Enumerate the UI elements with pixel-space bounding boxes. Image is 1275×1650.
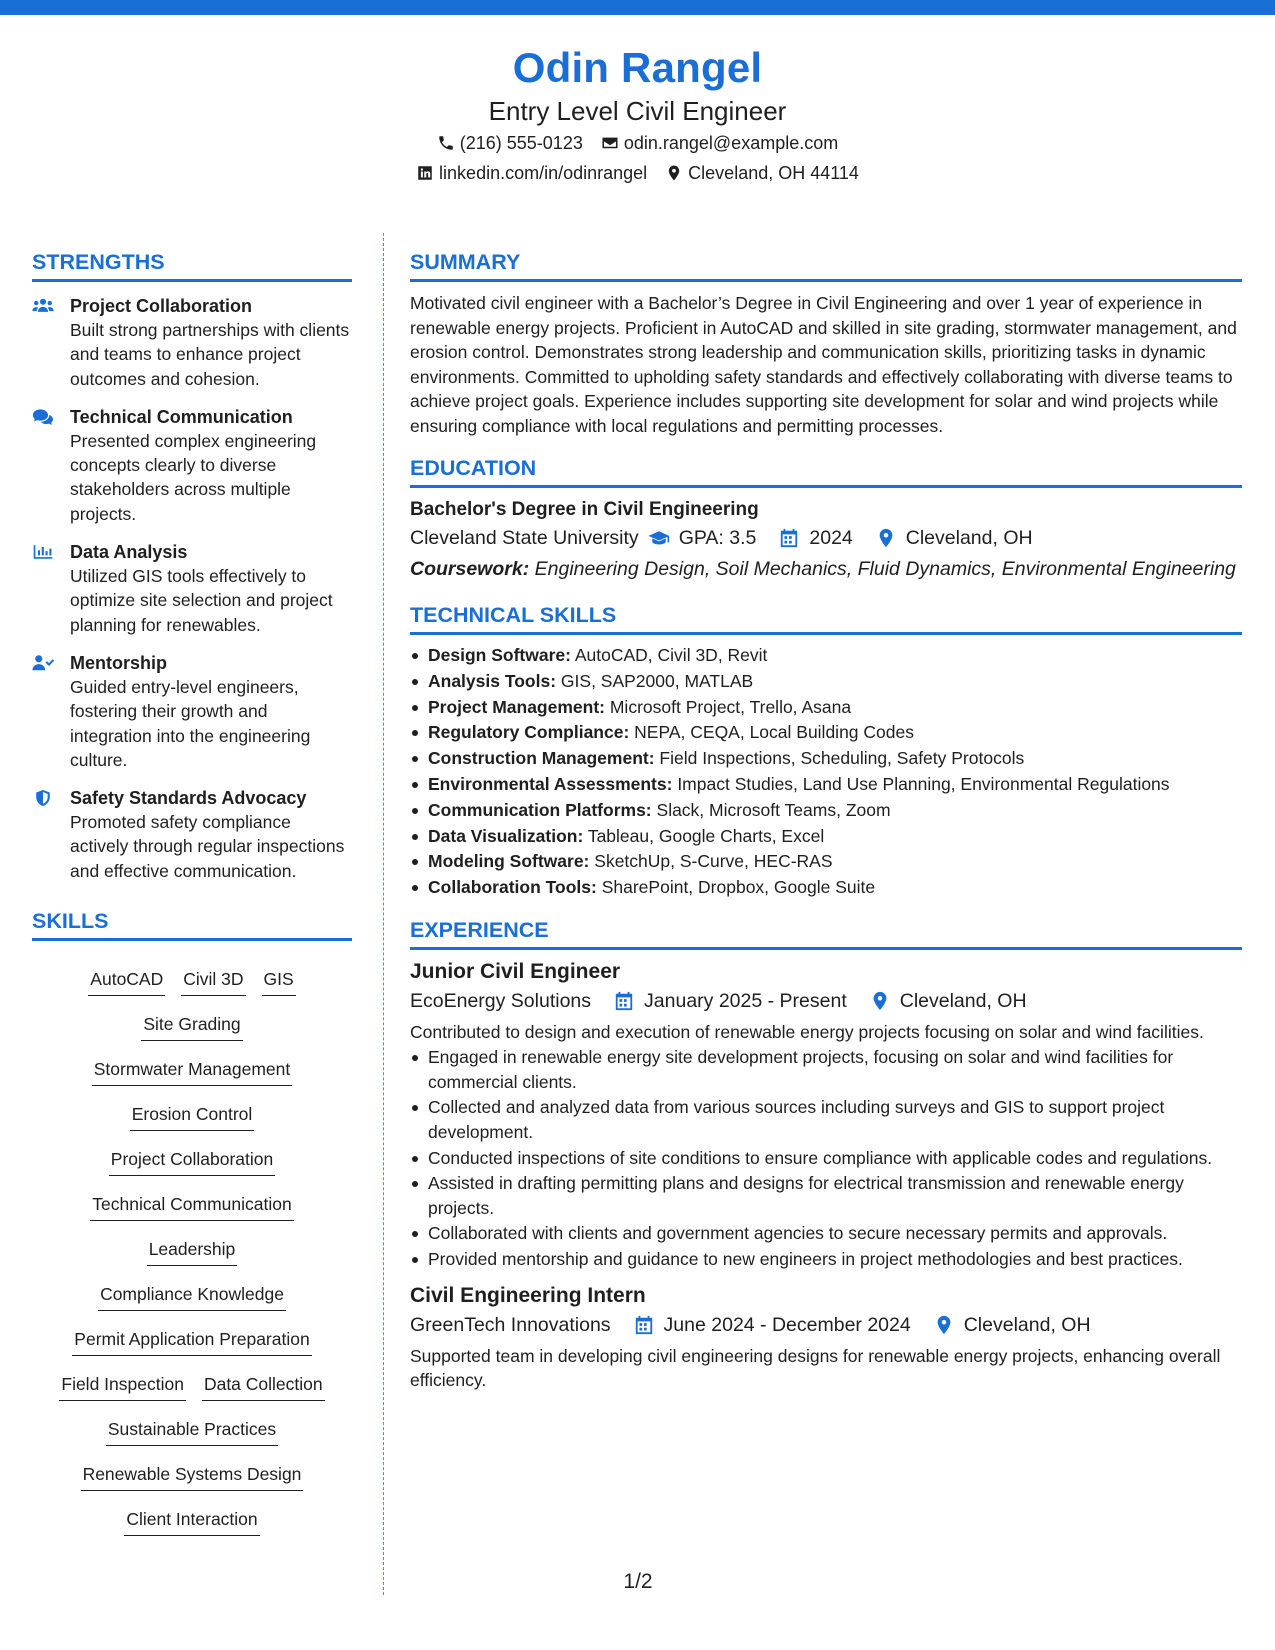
- calendar-icon: [633, 1315, 655, 1335]
- summary-text: Motivated civil engineer with a Bachelor’s Degree in Civil Engineering and over 1 year of experience in renewable energy projects. Proficient in AutoCAD and skilled in site grading, stormwater management, and erosion control. Demonstrates strong leadership and communication skills, prioritizing tasks in dynamic environments. Committed to upholding safety standards and effectively collaborating with diverse teams to achieve project goals. Experience includes supporting site development for solar and wind projects while ensuring compliance with local regulations and permitting processes.: [410, 293, 1237, 436]
- list-item: [410, 772, 1242, 797]
- phone-icon: [437, 134, 455, 152]
- list-item: Collected and analyzed data from various sources including surveys and GIS to support project development.: [410, 1095, 1242, 1144]
- linkedin-icon: [416, 164, 434, 182]
- list-item: Conducted inspections of site conditions to ensure compliance with applicable codes and regulations.: [410, 1146, 1242, 1171]
- list-item: [410, 824, 1242, 849]
- skill-category: Data Visualization:: [428, 825, 584, 846]
- skill-values: Microsoft Project, Trello, Asana: [609, 696, 852, 717]
- calendar-icon: [778, 528, 800, 548]
- column-divider: [383, 233, 384, 1595]
- skill-tag: Client Interaction: [124, 1505, 259, 1536]
- coursework-label: Coursework:: [410, 558, 530, 580]
- strength-item: [32, 786, 352, 883]
- skill-values: SketchUp, S-Curve, HEC-RAS: [594, 851, 833, 872]
- job-entry: [410, 958, 1242, 1272]
- skill-tag: AutoCAD: [88, 965, 165, 996]
- job-title: Junior Civil Engineer: [410, 959, 621, 983]
- envelope-icon: [601, 134, 619, 152]
- skill-tag: Sustainable Practices: [106, 1415, 278, 1446]
- strength-desc: Presented complex engineering concepts clearly to diverse stakeholders across multiple projects.: [70, 430, 317, 524]
- skill-category: Collaboration Tools:: [428, 877, 597, 898]
- degree-title: Bachelor's Degree in Civil Engineering: [410, 499, 759, 520]
- top-accent-bar: [0, 0, 1275, 15]
- skill-values: SharePoint, Dropbox, Google Suite: [601, 877, 876, 898]
- company-name: GreenTech Innovations: [410, 1313, 611, 1336]
- skill-category: Analysis Tools:: [428, 670, 557, 691]
- user-check-icon: [32, 654, 54, 672]
- job-description: Supported team in developing civil engineering designs for renewable energy projects, enhancing overall efficiency.: [410, 1345, 1221, 1391]
- candidate-title: Entry Level Civil Engineer: [488, 96, 787, 126]
- skill-tag: Permit Application Preparation: [72, 1325, 311, 1356]
- strengths-heading: STRENGTHS: [32, 248, 352, 282]
- email-text: odin.rangel@example.com: [623, 133, 839, 153]
- candidate-name: Odin Rangel: [512, 44, 763, 91]
- skill-tag: Erosion Control: [130, 1100, 255, 1131]
- list-item: [410, 798, 1242, 823]
- skill-values: Impact Studies, Land Use Planning, Environmental Regulations: [677, 773, 1170, 794]
- linkedin-text: linkedin.com/in/odinrangel: [439, 163, 648, 183]
- strength-title: Mentorship: [70, 652, 167, 673]
- skill-tag: GIS: [262, 965, 296, 996]
- job-dates: June 2024 - December 2024: [663, 1313, 911, 1336]
- list-item: Assisted in drafting permitting plans and designs for electrical transmission and renewable energy projects.: [410, 1171, 1242, 1220]
- calendar-icon: [613, 991, 635, 1011]
- skill-tag: Compliance Knowledge: [98, 1280, 286, 1311]
- left-column: [32, 248, 352, 1536]
- job-description: Contributed to design and execution of renewable energy projects focusing on solar and wind facilities.: [410, 1021, 1204, 1042]
- technical-skills-heading: TECHNICAL SKILLS: [410, 601, 1242, 635]
- strength-title: Data Analysis: [70, 542, 188, 563]
- skills-heading: SKILLS: [32, 907, 352, 941]
- map-pin-icon: [875, 528, 897, 548]
- contact-row-1: [0, 128, 1275, 158]
- list-item: Engaged in renewable energy site development projects, focusing on solar and wind facilities for commercial clients.: [410, 1045, 1242, 1094]
- skill-tag: Civil 3D: [181, 965, 245, 996]
- right-column: [410, 248, 1242, 1393]
- contact-phone: [437, 128, 583, 158]
- skill-tag: Technical Communication: [90, 1190, 293, 1221]
- contact-row-2: [0, 158, 1275, 188]
- list-item: [410, 720, 1242, 745]
- skill-tag: Field Inspection: [59, 1370, 186, 1401]
- job-entry: [410, 1282, 1242, 1393]
- strength-desc: Guided entry-level engineers, fostering their growth and integration into the engineering culture.: [70, 676, 311, 770]
- technical-skills-list: [410, 643, 1242, 900]
- skill-category: Regulatory Compliance:: [428, 722, 630, 743]
- strength-desc: Utilized GIS tools effectively to optimize site selection and project planning for renewables.: [70, 566, 333, 635]
- summary-heading: SUMMARY: [410, 248, 1242, 282]
- skill-values: Field Inspections, Scheduling, Safety Protocols: [659, 748, 1025, 769]
- contact-linkedin[interactable]: [416, 158, 647, 188]
- skill-category: Communication Platforms:: [428, 799, 652, 820]
- skill-values: GIS, SAP2000, MATLAB: [560, 670, 754, 691]
- skill-tag: Renewable Systems Design: [81, 1460, 304, 1491]
- comments-icon: [32, 408, 54, 426]
- skill-values: NEPA, CEQA, Local Building Codes: [634, 722, 914, 743]
- skill-tag: Data Collection: [202, 1370, 325, 1401]
- location-text: Cleveland, OH 44114: [688, 163, 859, 183]
- school-location: Cleveland, OH: [905, 527, 1033, 549]
- job-title: Civil Engineering Intern: [410, 1283, 646, 1307]
- gpa-text: GPA: 3.5: [678, 527, 757, 549]
- resume-header: [0, 40, 1275, 188]
- page-number: 1/2: [623, 1570, 653, 1593]
- map-pin-icon: [665, 164, 683, 182]
- job-meta: [410, 1310, 1242, 1340]
- skills-cloud: [32, 951, 352, 1536]
- map-pin-icon: [869, 991, 891, 1011]
- strength-item: [32, 651, 352, 772]
- list-item: [410, 746, 1242, 771]
- strengths-list: [32, 294, 352, 883]
- skill-category: Modeling Software:: [428, 851, 590, 872]
- list-item: [410, 875, 1242, 900]
- map-pin-icon: [933, 1315, 955, 1335]
- users-icon: [32, 297, 54, 315]
- skill-values: AutoCAD, Civil 3D, Revit: [574, 645, 768, 665]
- skill-category: Project Management:: [428, 696, 605, 717]
- skill-tag: Stormwater Management: [92, 1055, 292, 1086]
- list-item: [410, 849, 1242, 874]
- chart-icon: [32, 543, 54, 561]
- contact-email[interactable]: [601, 128, 838, 158]
- shield-icon: [32, 789, 54, 807]
- strength-desc: Promoted safety compliance actively through regular inspections and effective communication.: [70, 812, 345, 881]
- experience-heading: EXPERIENCE: [410, 916, 1242, 950]
- skill-values: Slack, Microsoft Teams, Zoom: [656, 799, 891, 820]
- strength-title: Safety Standards Advocacy: [70, 788, 307, 809]
- phone-text: (216) 555-0123: [459, 133, 583, 153]
- skill-tag: Site Grading: [141, 1010, 242, 1041]
- strength-desc: Built strong partnerships with clients and teams to enhance project outcomes and cohesion.: [70, 320, 350, 389]
- list-item: [410, 669, 1242, 694]
- skill-category: Construction Management:: [428, 748, 655, 769]
- strength-item: [32, 540, 352, 637]
- grad-year: 2024: [809, 527, 853, 549]
- strength-item: [32, 294, 352, 391]
- job-meta: [410, 986, 1242, 1016]
- job-location: Cleveland, OH: [899, 989, 1027, 1012]
- education-meta: [410, 523, 1242, 553]
- skill-tag: Project Collaboration: [109, 1145, 275, 1176]
- strength-item: [32, 405, 352, 526]
- graduation-cap-icon: [648, 528, 670, 548]
- skill-tag: Leadership: [147, 1235, 238, 1266]
- coursework-list: Engineering Design, Soil Mechanics, Fluid Dynamics, Environmental Engineering: [534, 558, 1236, 580]
- skill-category: Environmental Assessments:: [428, 773, 673, 794]
- list-item: [410, 695, 1242, 720]
- job-bullets: [410, 1045, 1242, 1271]
- education-heading: EDUCATION: [410, 454, 1242, 488]
- coursework: [410, 557, 1242, 581]
- strength-title: Technical Communication: [70, 406, 293, 427]
- skill-values: Tableau, Google Charts, Excel: [587, 825, 825, 846]
- school-name: Cleveland State University: [410, 527, 639, 549]
- contact-location: [665, 158, 859, 188]
- company-name: EcoEnergy Solutions: [410, 989, 592, 1012]
- strength-title: Project Collaboration: [70, 296, 253, 316]
- list-item: Provided mentorship and guidance to new engineers in project methodologies and best practices.: [410, 1247, 1242, 1272]
- list-item: [410, 643, 1242, 668]
- job-dates: January 2025 - Present: [644, 989, 847, 1012]
- job-location: Cleveland, OH: [963, 1313, 1091, 1336]
- list-item: Collaborated with clients and government agencies to secure necessary permits and approvals.: [410, 1221, 1242, 1246]
- skill-category: Design Software:: [428, 645, 571, 665]
